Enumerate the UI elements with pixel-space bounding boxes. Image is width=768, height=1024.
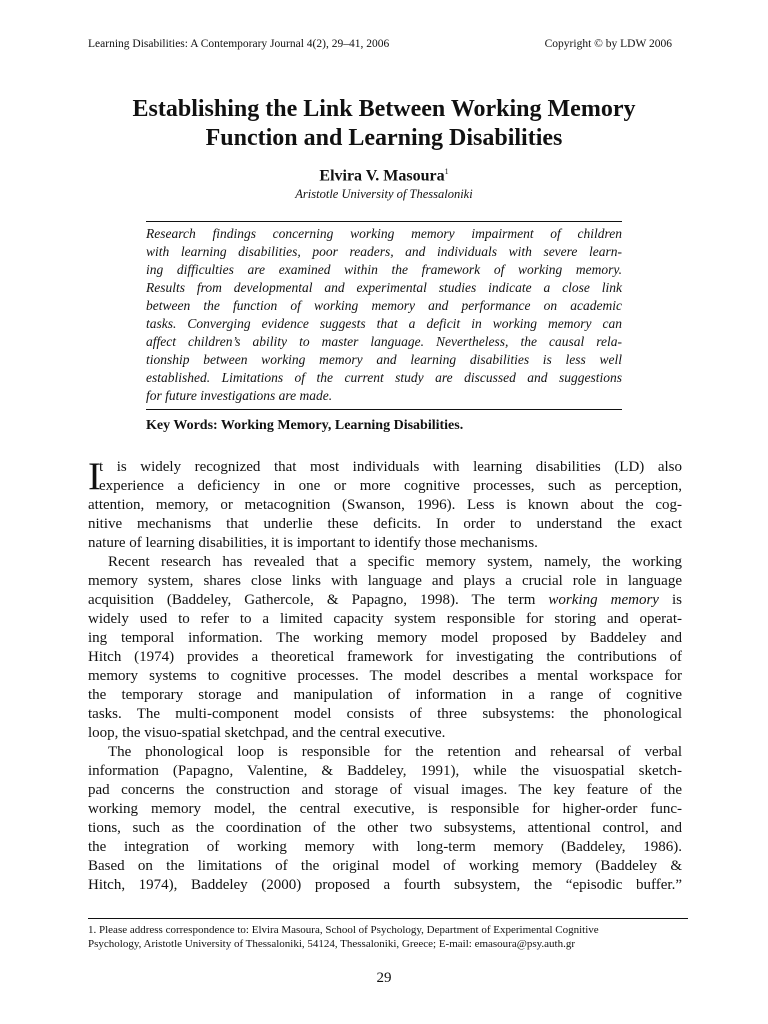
body-line: nitive mechanisms that underlie these deficits. In order to understand the exact [88,516,682,532]
term-lead-out: is [658,592,682,608]
abstract-bottom-rule [146,409,622,410]
body-line: ing temporal information. The working memory model proposed by Baddeley and [88,630,682,646]
body-line: loop, the visuo-spatial sketchpad, and the central executive. [88,725,446,741]
body-line: widely used to refer to a limited capacity system responsible for storing and operat- [88,611,682,627]
body-line: Hitch (1974) provides a theoretical framework for investigating the contributions of [88,649,682,665]
body-line: tasks. The multi-component model consists of three subsystems: the phonological [88,706,682,722]
body-line: memory system, shares close links with language and plays a crucial role in language [88,573,682,589]
body-line: memory systems to cognitive processes. The model describes a mental workspace for [88,668,682,684]
abstract-line: Research findings concerning working memory impairment of children [146,226,622,241]
author-affiliation: Aristotle University of Thessaloniki [295,187,473,201]
paragraph-3 [88,743,682,895]
body-line: working memory model, the central executive, is responsible for higher-order func- [88,801,682,817]
footnote-line: 1. Please address correspondence to: Elvira Masoura, School of Psychology, Department of Experimental Cognitive [88,924,599,936]
body-line: Based on the limitations of the original model of working memory (Baddeley & [88,858,682,874]
working-memory-term: working memory [548,592,659,608]
page-number: 29 [376,970,392,986]
abstract-line: ing difficulties are examined within the framework of working memory. [146,262,622,277]
abstract-line: tionship between working memory and learning disabilities is less well [146,352,622,367]
drop-cap: I [88,455,101,498]
body-line: t is widely recognized that most individuals with learning disabilities (LD) also [99,459,682,475]
body-line: experience a deficiency in one or more cognitive processes, such as perception, [99,478,682,494]
abstract-line: Results from developmental and experimental studies indicate a close link [146,280,622,295]
body-line: Hitch, 1974), Baddeley (2000) proposed a fourth subsystem, the “episodic buffer.” [88,877,682,893]
paragraph-2 [88,553,682,743]
body-line: pad concerns the construction and storage of visual images. The key feature of the [88,782,682,798]
title-line-1: Establishing the Link Between Working Memory [132,96,636,122]
body-line-with-term [88,591,682,610]
body-text [88,455,682,895]
body-line: Recent research has revealed that a specific memory system, namely, the working [108,554,682,570]
abstract-line: for future investigations are made. [146,388,333,403]
running-head [88,38,672,56]
title-line-2: Function and Learning Disabilities [205,125,563,151]
author-name [0,162,768,186]
footnote-rule [88,918,688,919]
footnote-line: Psychology, Aristotle University of Thessaloniki, 54124, Thessaloniki, Greece; E-mail: emasoura@psy.auth.gr [88,938,576,950]
body-line: attention, memory, or metacognition (Swanson, 1996). Less is known about the cog- [88,497,682,513]
body-line: nature of learning disabilities, it is important to identify those mechanisms. [88,535,538,551]
copyright-notice: Copyright © by LDW 2006 [544,38,672,50]
author-name-text: Elvira V. Masoura [319,167,445,185]
abstract-line: established. Limitations of the current study are discussed and suggestions [146,370,622,385]
abstract-line: with learning disabilities, poor readers, and individuals with severe learn- [146,244,622,259]
body-line: information (Papagno, Valentine, & Baddeley, 1991), while the visuospatial sketch- [88,763,682,779]
abstract-line: affect children’s ability to master language. Nevertheless, the causal rela- [146,334,622,349]
abstract-top-rule [146,221,622,222]
paragraph-1 [88,455,682,553]
author-footnote-mark: 1 [444,167,449,176]
body-line: The phonological loop is responsible for the retention and rehearsal of verbal [108,744,682,760]
body-line: the integration of working memory with long-term memory (Baddeley, 1986). [88,839,682,855]
journal-citation: Learning Disabilities: A Contemporary Journal 4(2), 29–41, 2006 [88,38,390,50]
article-title [60,95,708,153]
keywords: Key Words: Working Memory, Learning Disabilities. [146,418,464,433]
abstract-line: tasks. Converging evidence suggests that a deficit in working memory can [146,316,622,331]
body-line: the temporary storage and manipulation of information in a range of cognitive [88,687,682,703]
abstract [146,225,622,405]
body-line: tions, such as the coordination of the other two subsystems, attentional control, and [88,820,682,836]
term-lead-in: acquisition (Baddeley, Gathercole, & Papagno, 1998). The term [88,592,549,608]
abstract-line: between the function of working memory and performance on academic [146,298,622,313]
footnote [88,923,688,951]
